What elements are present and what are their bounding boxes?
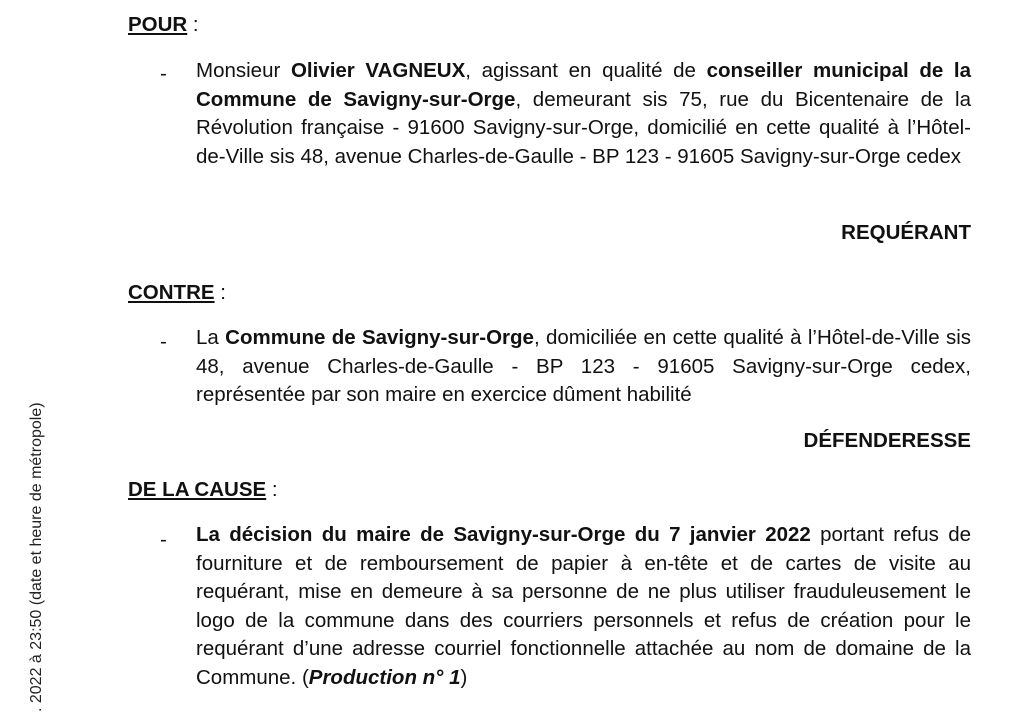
bullet-dash: - <box>160 330 167 353</box>
requerant-name: Olivier VAGNEUX <box>290 59 466 82</box>
defenderesse-name: Commune de Savigny-sur-Orge <box>225 326 534 349</box>
text: ) <box>460 665 468 689</box>
role-requerant: REQUÉRANT <box>841 221 971 244</box>
heading-cause-label: DE LA CAUSE <box>128 478 267 501</box>
text: , demeurant sis 75, rue du Bicentenaire de la Révolution française - 91600 Savigny-sur-Orge, domicilié en cette qualité à l’Hôtel-de-Ville sis 48, avenue Charles-de-Gaulle - BP 123 - 91605 Savigny-sur-Orge cedex <box>196 87 972 168</box>
heading-pour <box>128 13 199 37</box>
paragraph-contre <box>196 324 971 410</box>
paragraph-pour <box>196 57 971 171</box>
heading-cause-colon: : <box>266 478 278 501</box>
heading-contre-label: CONTRE <box>128 281 215 304</box>
heading-contre-colon: : <box>214 281 226 304</box>
text: La <box>196 326 226 349</box>
decision-title: La décision du maire de Savigny-sur-Orge du 7 janvier 2022 <box>196 523 811 546</box>
paragraph-cause <box>196 521 971 693</box>
bullet-dash: - <box>160 62 167 85</box>
production-ref: Production n° 1 <box>308 665 461 689</box>
role-defenderesse: DÉFENDERESSE <box>803 429 971 452</box>
requerant-qualite: conseiller municipal de la Commune de Savigny-sur-Orge <box>196 59 971 111</box>
heading-pour-colon: : <box>187 13 199 36</box>
text: , domiciliée en cette qualité à l’Hôtel-de-Ville sis 48, avenue Charles-de-Gaulle - BP 123 - 91605 Savigny-sur-Orge cedex, représentée par son maire en exercice dûment habilité <box>196 326 971 407</box>
heading-contre <box>128 281 226 305</box>
text: portant refus de fourniture et de remboursement de papier à en-tête et de cartes de visite au requérant, mise en demeure à sa personne de ne plus utiliser frauduleusement le logo de la commune dans des courriers personnels et refus de création pour le requérant d’une adresse courriel fonctionnelle attachée au nom de domaine de la Commune. ( <box>196 523 971 689</box>
heading-pour-label: POUR <box>128 13 188 36</box>
side-timestamp: . 2022 à 23:50 (date et heure de métropole) <box>28 402 45 712</box>
bullet-dash: - <box>160 528 167 551</box>
text: , agissant en qualité de <box>465 59 707 82</box>
heading-cause <box>128 478 278 502</box>
text: Monsieur <box>196 59 291 82</box>
